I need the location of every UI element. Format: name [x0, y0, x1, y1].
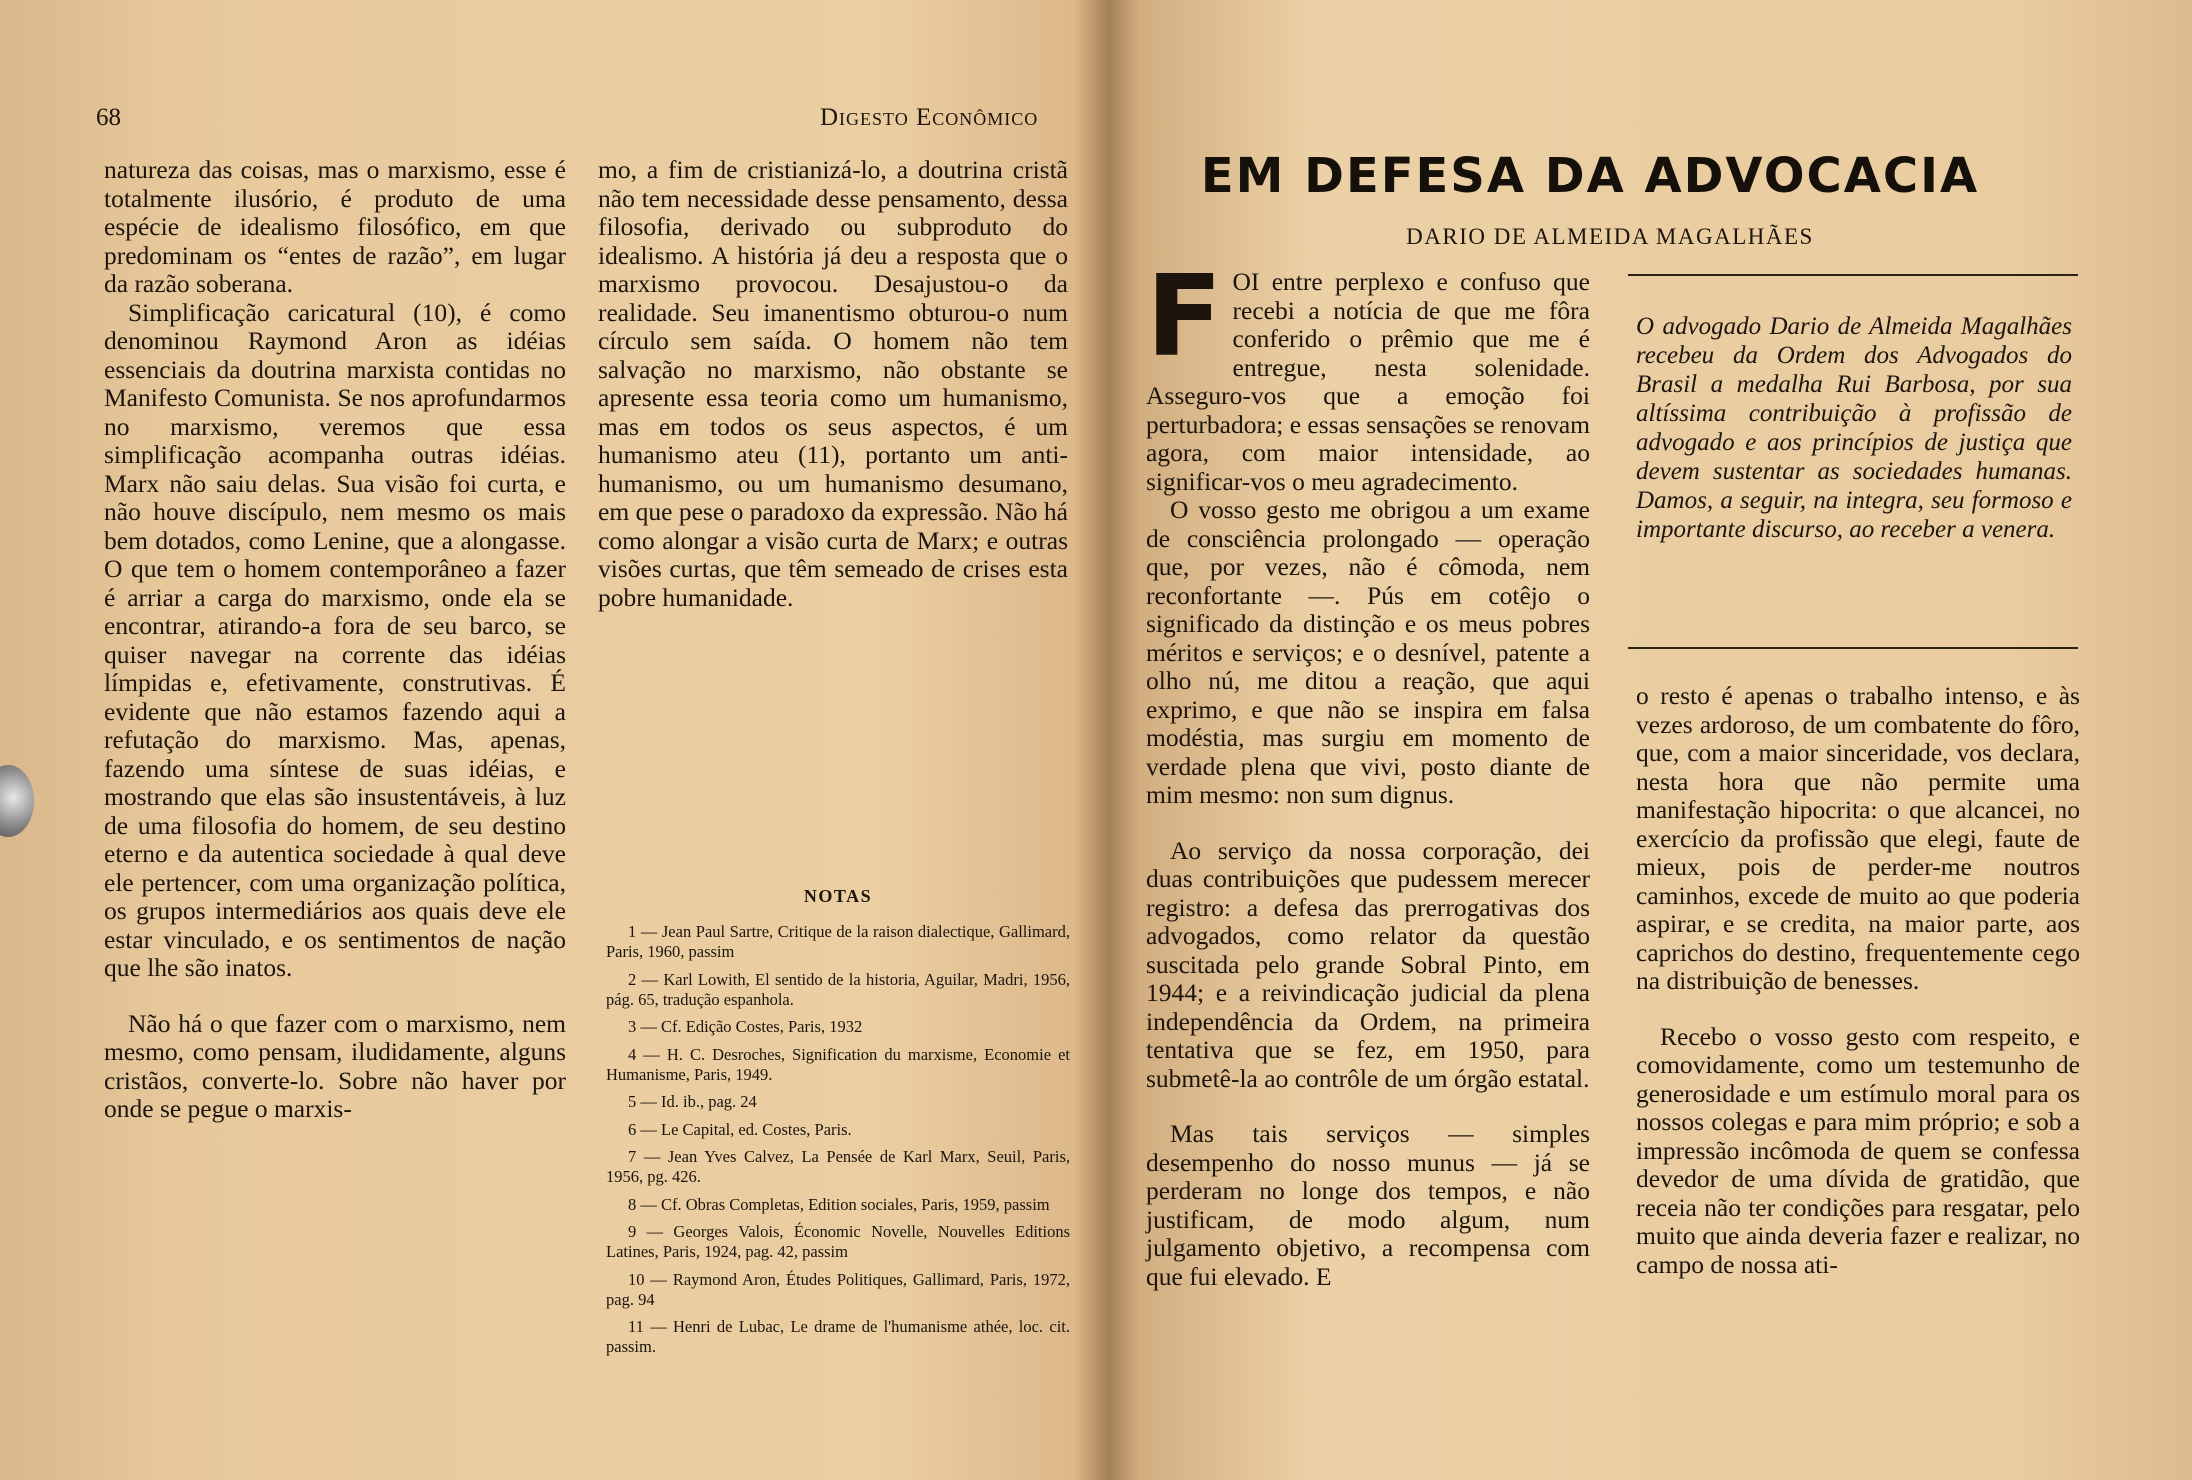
notes-title: NOTAS	[803, 886, 873, 906]
running-head: Digesto Econômico	[820, 104, 1039, 131]
paragraph: O vosso gesto me obrigou a um exame de consciência prolongado — operação que, por vezes, não é cômoda, nem reconfortante —. Pús em cotêjo o significado da distinção e os meus pobres méritos e serviços; e o desnível, patente a olho nú, me ditou a reação, que aqui exprimo, e que não se inspira em falsa modéstia, mas surgiu em momento de verdade plena que vivi, posto diante de mim mesmo: non sum dignus.	[1146, 495, 1590, 809]
drop-cap: F	[1146, 252, 1223, 382]
paragraph: Simplificação caricatural (10), é como denominou Raymond Aron as idéias essenciais da doutrina marxista contidas no Manifesto Comunista. Se nos aprofundarmos no marxismo, veremos que essa simplificação acompanha outras idéias. Marx não saiu delas. Sua visão foi curta, e não houve discípulo, nem mesmo os mais bem dotados, como Lenine, que a alongasse. O que tem o homem contemporâneo a fazer é arriar a carga do marxismo, onde ela se encontrar, atirando-a fora de seu barco, se quiser navegar na corrente das idéias límpidas e, efetivamente, construtivas. É evidente que não estamos fazendo aqui a refutação do marxismo. Mas, apenas, fazendo uma síntese de suas idéias, e mostrando que elas são insustentáveis, à luz de uma filosofia do homem, de seu destino eterno e da autentica sociedade à qual deve ele pertencer, com uma organização política, os grupos intermediários aos quais deve ele estar vinculado, e os sentimentos de nação que lhe são inatos.	[104, 297, 566, 982]
paragraph: Não há o que fazer com o marxismo, nem mesmo, como pensam, iludidamente, alguns cristãos, converte-lo. Sobre não haver por onde se pegue o marxis-	[104, 1008, 566, 1123]
footnote: 6 — Le Capital, ed. Costes, Paris.	[628, 1119, 852, 1139]
article-author: DARIO DE ALMEIDA MAGALHÃES	[1406, 224, 1814, 249]
footnote: 8 — Cf. Obras Completas, Edition sociales, Paris, 1959, passim	[628, 1194, 1050, 1214]
footnote: 11 — Henri de Lubac, Le drame de l'humanisme athée, loc. cit. passim.	[606, 1317, 1070, 1356]
left-page	[0, 0, 1090, 1480]
paragraph: Mas tais serviços — simples desempenho do nosso munus — já se perderam no longe dos tempos, e não justificam, de modo algum, num julgamento objetivo, a recompensa com que fui elevado. E	[1146, 1119, 1590, 1291]
left-column-2	[598, 156, 1068, 612]
binding-hole	[0, 765, 34, 837]
footnote: 9 — Georges Valois, Économic Novelle, Nouvelles Editions Latines, Paris, 1924, pag. 42, passim	[606, 1222, 1070, 1261]
footnote: 5 — Id. ib., pag. 24	[628, 1092, 757, 1111]
paragraph: o resto é apenas o trabalho intenso, e às vezes ardoroso, de um combatente do fôro, que, com a maior sinceridade, vos declara, nesta hora que não permite uma manifestação hipocrita: o que alcancei, no exercício da profissão que elegi, faute de mieux, pois de perder-me noutros caminhos, excede de muito ao que poderia aspirar, e se credita, na maior parte, aos caprichos do destino, frequentemente cego na distribuição de benesses.	[1636, 681, 2080, 995]
paragraph: natureza das coisas, mas o marxismo, esse é totalmente ilusório, é produto de uma espécie de idealismo filosófico, em que predominam os “entes de razão”, em lugar da razão soberana.	[104, 155, 566, 298]
footnotes	[606, 886, 1070, 1365]
footnote: 3 — Cf. Edição Costes, Paris, 1932	[628, 1017, 863, 1036]
right-column-2	[1636, 682, 2080, 1279]
footnote: 2 — Karl Lowith, El sentido de la historia, Aguilar, Madri, 1956, pág. 65, tradução espanhola.	[606, 969, 1070, 1009]
paragraph: Recebo o vosso gesto com respeito, e comovidamente, como um testemunho de generosidade e um estímulo moral para os nossos colegas e para mim próprio; e sob a impressão incômoda de quem se confessa devedor de uma dívida de gratidão, que receia não ter condições para resgatar, pelo muito que ainda deveria fazer e realizar, no campo de nossa ati-	[1636, 1021, 2080, 1279]
paragraph: OI entre perplexo e confuso que recebi a notícia de que me fôra conferido o prêmio que me é entregue, nesta solenidade. Asseguro-vos que a emoção foi perturbadora; e essas sensações se renovam agora, com maior intensidade, ao significar-vos o meu agradecimento.	[1146, 267, 1590, 496]
left-column-1	[104, 156, 566, 1124]
article-abstract: O advogado Dario de Almeida Magalhães recebeu da Ordem dos Advogados do Brasil a medalha Rui Barbosa, por sua altíssima contribuição à profissão de advogado e aos princípios de justiça que devem sustentar as sociedades humanas. Damos, a seguir, na integra, seu formoso e importante discurso, ao receber a venera.	[1636, 313, 2072, 543]
divider-top	[1628, 274, 2078, 276]
divider-bottom	[1628, 647, 2078, 649]
paragraph: Ao serviço da nossa corporação, dei duas contribuições que pudessem merecer registro: a defesa das prerrogativas dos advogados, como relator da questão suscitada pelo grande Sobral Pinto, em 1944; e a reivindicação judicial da plena independência da Ordem, na primeira tentativa que se fez, em 1950, para submetê-la ao contrôle de um órgão estatal.	[1146, 835, 1590, 1093]
footnote: 10 — Raymond Aron, Études Politiques, Gallimard, Paris, 1972, pag. 94	[606, 1269, 1070, 1309]
paragraph: mo, a fim de cristianizá-lo, a doutrina cristã não tem necessidade desse pensamento, dessa filosofia, derivado ou subproduto do idealismo. A história já deu a resposta que o marxismo provocou. Desajustou-o da realidade. Seu imanentismo obturou-o num círculo sem saída. O homem não tem salvação no marxismo, não obstante se apresente essa teoria como um humanismo, mas em todos os seus aspectos, é um humanismo ateu (11), portanto um anti-humanismo, ou um humanismo desumano, em que pese o paradoxo da expressão. Não há como alongar a visão curta de Marx; e outras visões curtas, que têm semeado de crises esta pobre humanidade.	[598, 155, 1068, 612]
page-number: 68	[96, 104, 121, 131]
footnote: 1 — Jean Paul Sartre, Critique de la raison dialectique, Gallimard, Paris, 1960, passim	[606, 922, 1070, 961]
article-title: EM DEFESA DA ADVOCACIA	[1200, 148, 1980, 204]
footnote: 7 — Jean Yves Calvez, La Pensée de Karl Marx, Seuil, Paris, 1956, pg. 426.	[606, 1147, 1070, 1186]
right-column-1	[1146, 252, 1590, 1291]
footnote: 4 — H. C. Desroches, Signification du marxisme, Economie et Humanisme, Paris, 1949.	[606, 1044, 1070, 1084]
